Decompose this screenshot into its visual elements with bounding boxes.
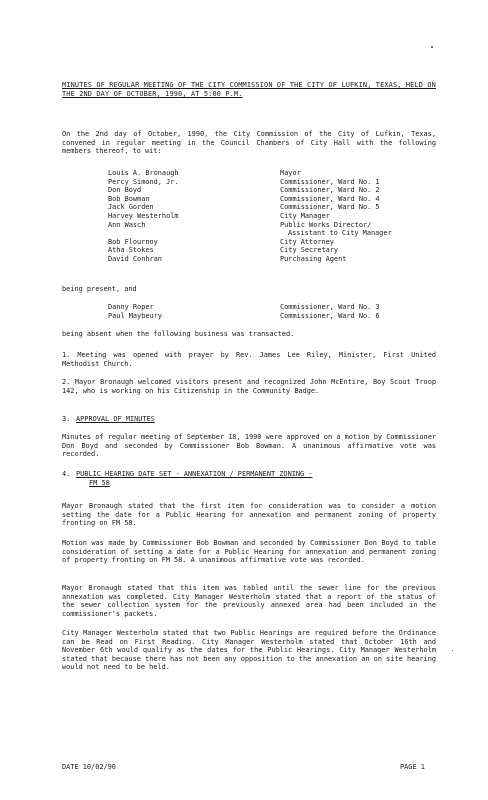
section-4-heading xyxy=(62,470,312,487)
section-number: 3. xyxy=(62,415,71,423)
section-title-continued: FM 58 xyxy=(89,478,110,487)
member-title: Commissioner, Ward No. 1 xyxy=(280,177,380,186)
present-label: being present, and xyxy=(62,285,137,293)
member-name: Jack Gorden xyxy=(108,203,154,212)
member-title: City Secretary xyxy=(280,246,339,255)
section-3-paragraph: Minutes of regular meeting of September 18, 1990 were approved on a motion by Commissioner Don Boyd and seconded by Commissioner Bob Bowman. A unanimous affirmative vote was recorded. xyxy=(62,433,436,459)
document-title: MINUTES OF REGULAR MEETING OF THE CITY COMMISSION OF THE CITY OF LUFKIN, TEXAS, HELD ON THE 2ND DAY OF OCTOBER, 1990, AT 5:00 P.M. xyxy=(62,81,436,98)
member-title: Public Works Director/ xyxy=(280,220,372,229)
member-name: Bob Flournoy xyxy=(108,237,158,246)
member-title: Mayor xyxy=(280,169,301,177)
member-name: Paul Maybeury xyxy=(108,311,162,320)
item-2-paragraph: 2. Mayor Bronaugh welcomed visitors present and recognized John McEntire, Boy Scout Troop 142, who is working on his Citizenship in the Community Badge. xyxy=(62,378,436,395)
member-name: Percy Simond, Jr. xyxy=(108,177,179,186)
section-4-paragraph-c: Mayor Bronaugh stated that this item was tabled until the sewer line for the previous annexation was completed. City Manager Westerholm stated that a report of the status of the sewer collection system for the previously annexed area had been included in the commissioner's packets. xyxy=(62,584,436,618)
member-title: Assistant to City Manager xyxy=(288,229,392,238)
intro-paragraph: On the 2nd day of October, 1990, the City Commission of the City of Lufkin, Texas, convened in regular meeting in the Council Chambers of City Hall with the following members thereof, to wit: xyxy=(62,130,436,156)
footer-date: DATE 10/02/90 xyxy=(62,763,116,771)
member-title: Commissioner, Ward No. 3 xyxy=(280,303,380,311)
member-title: Commissioner, Ward No. 2 xyxy=(280,186,380,195)
item-1-paragraph: 1. Meeting was opened with prayer by Rev. James Lee Riley, Minister, First United Methodist Church. xyxy=(62,351,436,368)
footer-page-number: PAGE 1 xyxy=(400,763,425,771)
member-name: Ann Wasch xyxy=(108,220,146,229)
member-name: Bob Bowman xyxy=(108,194,150,203)
member-name: Louis A. Bronaugh xyxy=(108,169,179,177)
section-title: PUBLIC HEARING DATE SET - ANNEXATION / PERMANENT ZONING - xyxy=(76,470,313,478)
section-number: 4. xyxy=(62,470,71,478)
member-name: Atha Stokes xyxy=(108,246,154,255)
member-name: Harvey Westerholm xyxy=(108,211,179,220)
section-title: APPROVAL OF MINUTES xyxy=(76,415,155,423)
scan-speck xyxy=(452,650,453,651)
member-title: Purchasing Agent xyxy=(280,254,347,263)
section-4-paragraph-d: City Manager Westerholm stated that two Public Hearings are required before the Ordinance can be Read on First Reading. City Manager Westerholm stated that October 16th and November 6th would qualify as the dates for the Public Hearings. City Manager Westerholm stated that because there has not been any opposition to the annexation an on site hearing would not need to be held. xyxy=(62,629,436,672)
member-name: Don Boyd xyxy=(108,186,142,195)
scan-speck xyxy=(431,46,433,48)
member-title: Commissioner, Ward No. 4 xyxy=(280,194,380,203)
absent-label: being absent when the following business was transacted. xyxy=(62,330,295,338)
member-title: City Attorney xyxy=(280,237,334,246)
section-3-heading xyxy=(62,415,155,424)
member-title: Commissioner, Ward No. 6 xyxy=(280,311,380,320)
member-name: Danny Roper xyxy=(108,303,154,311)
section-4-paragraph-a: Mayor Bronaugh stated that the first item for consideration was to consider a motion setting the date for a Public Hearing for annexation and permanent zoning of property fronting on FM 58. xyxy=(62,502,436,528)
member-title: City Manager xyxy=(280,211,330,220)
member-title: Commissioner, Ward No. 5 xyxy=(280,203,380,212)
member-name: David Conhran xyxy=(108,254,162,263)
section-4-paragraph-b: Motion was made by Commissioner Bob Bowman and seconded by Commissioner Don Boyd to table consideration of setting a date for a Public Hearing for annexation and permanent zoning of property fronting on FM 58. A unanimous affirmative vote was recorded. xyxy=(62,539,436,565)
